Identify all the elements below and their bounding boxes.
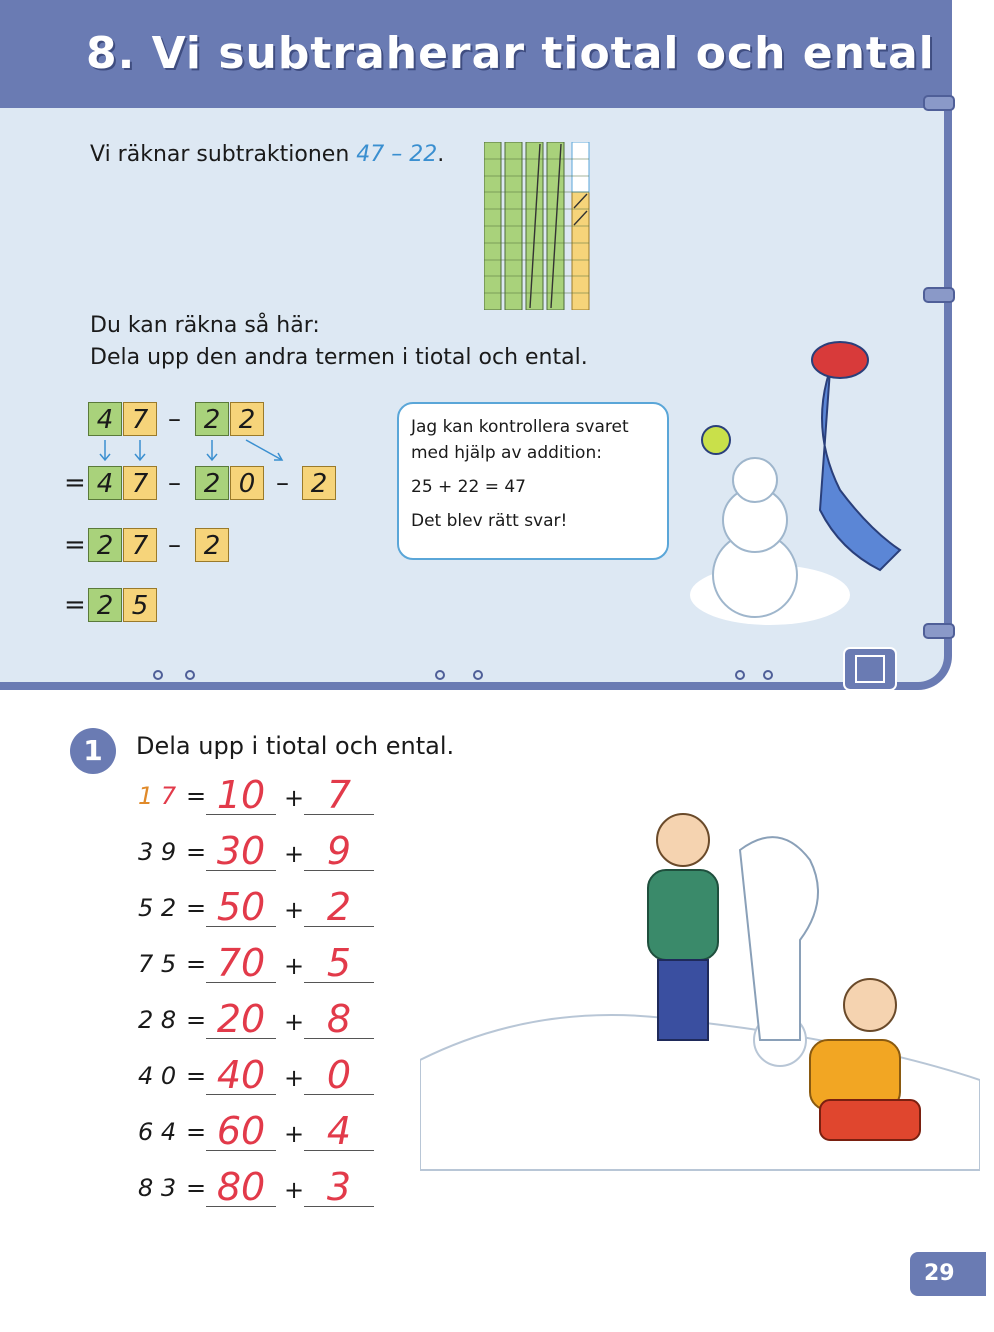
exercise-number: 1 [70, 728, 116, 774]
plus-sign: + [284, 784, 305, 812]
snow-figure [740, 837, 818, 1040]
child-left-face [657, 814, 709, 866]
ones-box: 2 [302, 466, 336, 500]
ones-answer[interactable]: 3 [304, 1168, 374, 1207]
tens-box: 2 [195, 402, 229, 436]
method-line-1: Du kan räkna så här: [90, 313, 320, 338]
tens-answer[interactable]: 80 [206, 1168, 276, 1207]
children-snowman-illustration [420, 790, 980, 1190]
minus-sign: – [168, 468, 181, 498]
page-title: 8. Vi subtraherar tiotal och ental [86, 28, 935, 79]
minus-sign: – [168, 530, 181, 560]
plus-sign: + [284, 952, 305, 980]
given-number: 6 4 [138, 1118, 177, 1146]
bubble-equation: 25 + 22 = 47 [411, 477, 526, 497]
minus-sign: – [168, 404, 181, 434]
tens-box: 2 [88, 528, 122, 562]
ones-answer[interactable]: 8 [304, 1000, 374, 1039]
given-number: 4 0 [138, 1062, 177, 1090]
ones-answer[interactable]: 0 [304, 1056, 374, 1095]
pipe-joint [924, 96, 954, 110]
ones-answer[interactable]: 2 [304, 888, 374, 927]
ones-box: 0 [230, 466, 264, 500]
plus-sign: + [284, 840, 305, 868]
mascot-snowman-illustration [680, 330, 940, 630]
given-number: 7 5 [138, 950, 177, 978]
child-right-face [844, 979, 896, 1031]
tens-answer[interactable]: 30 [206, 832, 276, 871]
given-number: 2 8 [138, 1006, 177, 1034]
tens-answer[interactable]: 50 [206, 888, 276, 927]
equals-sign: = [186, 838, 207, 866]
child-right-pants [820, 1100, 920, 1140]
tens-box: 2 [88, 588, 122, 622]
bubble-line-1: Jag kan kontrollera svaret [411, 417, 629, 437]
rivet [474, 671, 482, 679]
intro-expression: 47 – 22 [356, 142, 438, 167]
mascot-hat [812, 342, 868, 378]
tens-box: 2 [195, 466, 229, 500]
snowman-head [733, 458, 777, 502]
tens-answer[interactable]: 10 [206, 776, 276, 815]
equals-sign: = [64, 530, 86, 560]
ones-box: 7 [123, 402, 157, 436]
bubble-line-4: Det blev rätt svar! [411, 511, 568, 531]
intro-text [90, 142, 444, 167]
equals-sign: = [186, 894, 207, 922]
equals-sign: = [186, 1006, 207, 1034]
plus-sign: + [284, 1064, 305, 1092]
given-number: 8 3 [138, 1174, 177, 1202]
tens-answer[interactable]: 40 [206, 1056, 276, 1095]
equals-sign: = [186, 1174, 207, 1202]
plus-sign: + [284, 1176, 305, 1204]
tens-answer[interactable]: 60 [206, 1112, 276, 1151]
given-number: 5 2 [138, 894, 177, 922]
ones-box: 2 [230, 402, 264, 436]
equals-sign: = [186, 950, 207, 978]
ones-box: 2 [195, 528, 229, 562]
tens-answer[interactable]: 20 [206, 1000, 276, 1039]
ones-box: 7 [123, 466, 157, 500]
method-line-2: Dela upp den andra termen i tiotal och ental. [90, 345, 588, 370]
method-text [90, 310, 588, 374]
equals-sign: = [186, 1118, 207, 1146]
bubble-line-2: med hjälp av addition: [411, 443, 602, 463]
plus-sign: + [284, 1008, 305, 1036]
tens-box: 4 [88, 466, 122, 500]
ones-answer[interactable]: 7 [304, 776, 374, 815]
film-icon[interactable] [844, 648, 896, 690]
ones-answer[interactable]: 9 [304, 832, 374, 871]
ones-answer[interactable]: 4 [304, 1112, 374, 1151]
pipe-joint [924, 288, 954, 302]
plus-sign: + [284, 896, 305, 924]
speech-bubble [397, 402, 669, 560]
tens-box: 4 [88, 402, 122, 436]
base-ten-blocks [484, 142, 590, 310]
child-left-coat [648, 870, 718, 960]
ones-box: 7 [123, 528, 157, 562]
page-number: 29 [910, 1252, 986, 1296]
intro-label: Vi räknar subtraktionen [90, 142, 350, 167]
given-number: 1 7 [138, 782, 177, 810]
intro-period: . [437, 142, 445, 167]
ones-column [572, 192, 589, 310]
rivet [186, 671, 194, 679]
split-arrows [88, 436, 308, 466]
equals-sign: = [186, 1062, 207, 1090]
equals-sign: = [186, 782, 207, 810]
minus-sign: – [276, 468, 289, 498]
robot-helper [702, 426, 730, 454]
equals-sign: = [64, 468, 86, 498]
plus-sign: + [284, 1120, 305, 1148]
equals-sign: = [64, 590, 86, 620]
child-left-pants [658, 960, 708, 1040]
rivet [154, 671, 162, 679]
ones-answer[interactable]: 5 [304, 944, 374, 983]
rivet [764, 671, 772, 679]
tens-answer[interactable]: 70 [206, 944, 276, 983]
mascot-body [820, 370, 900, 570]
rivet [736, 671, 744, 679]
given-number: 3 9 [138, 838, 177, 866]
exercise-title: Dela upp i tiotal och ental. [136, 732, 455, 760]
rivet [436, 671, 444, 679]
ones-box: 5 [123, 588, 157, 622]
empty-ones [572, 142, 589, 192]
